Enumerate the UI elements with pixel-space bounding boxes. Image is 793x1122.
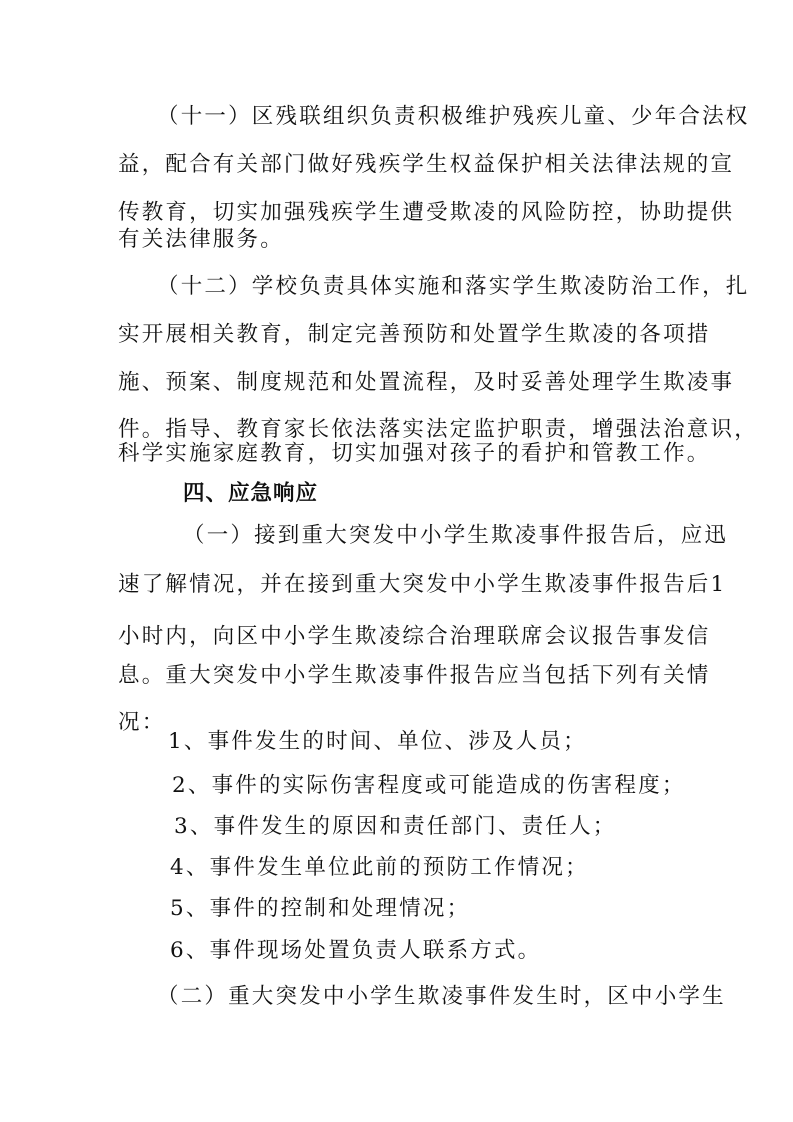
response1-line-5: 况： [118, 710, 166, 735]
section12-line-2: 实开展相关教育，制定完善预防和处置学生欺凌的各项措 [118, 322, 711, 347]
section11-line-4: 有关法律服务。 [118, 227, 284, 252]
response1-line-1: （一）接到重大突发中小学生欺凌事件报告后，应迅 [183, 523, 729, 548]
response1-line-3: 小时内，向区中小学生欺凌综合治理联席会议报告事发信 [118, 624, 711, 649]
list-item: 4、事件发生单位此前的预防工作情况； [170, 855, 589, 880]
section11-line-1: （十一）区残联组织负责积极维护残疾儿童、少年合法权 [157, 104, 750, 129]
section12-line-3: 施、预案、制度规范和处置流程，及时妥善处理学生欺凌事 [118, 370, 735, 395]
section11-line-2: 益，配合有关部门做好残疾学生权益保护相关法律法规的宣 [118, 152, 735, 177]
response2-line-1: （二）重大突发中小学生欺凌事件发生时，区中小学生 [157, 984, 726, 1009]
list-item: 6、事件现场处置负责人联系方式。 [170, 938, 542, 963]
section12-line-1: （十二）学校负责具体实施和落实学生欺凌防治工作，扎 [157, 274, 750, 299]
list-item: 5、事件的控制和处理情况； [170, 896, 471, 921]
section12-line-5: 科学实施家庭教育，切实加强对孩子的看护和管教工作。 [118, 441, 711, 466]
list-item: 1、事件发生的时间、单位、涉及人员； [168, 729, 587, 754]
list-item: 3、事件发生的原因和责任部门、责任人； [174, 814, 617, 839]
section-heading: 四、应急响应 [183, 481, 319, 506]
response1-line-4: 息。重大突发中小学生欺凌事件报告应当包括下列有关情 [118, 663, 711, 688]
section11-line-3: 传教育，切实加强残疾学生遭受欺凌的风险防控，协助提供 [118, 200, 735, 225]
section12-line-4: 件。指导、教育家长依法落实法定监护职责，增强法治意识， [118, 417, 758, 442]
response1-line-2: 速了解情况，并在接到重大突发中小学生欺凌事件报告后1 [118, 572, 727, 597]
list-item: 2、事件的实际伤害程度或可能造成的伤害程度； [172, 773, 686, 798]
